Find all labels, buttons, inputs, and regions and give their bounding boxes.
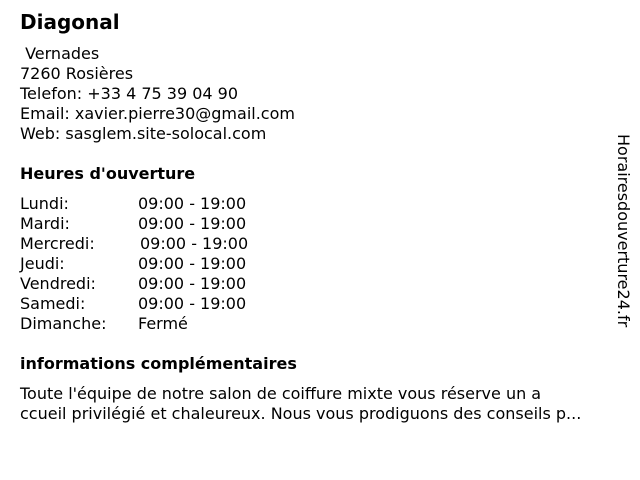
additional-info-heading: informations complémentaires: [20, 354, 297, 373]
day-label: Samedi:: [20, 294, 86, 313]
opening-hours-table: [20, 194, 320, 334]
watermark-text: Horairesdouverture24.fr: [614, 134, 633, 328]
hours-value: 09:00 - 19:00: [138, 214, 247, 233]
business-name: Diagonal: [20, 10, 120, 34]
hours-row-friday: [20, 274, 320, 294]
hours-value: 09:00 - 19:00: [138, 294, 247, 313]
hours-row-monday: [20, 194, 320, 214]
day-label: Mardi:: [20, 214, 70, 233]
hours-row-tuesday: [20, 214, 320, 234]
additional-info-text: [20, 384, 632, 424]
hours-value: 09:00 - 19:00: [138, 254, 247, 273]
address-city: 7260 Rosières: [20, 64, 134, 83]
website: Web: sasglem.site-solocal.com: [20, 124, 267, 143]
day-label: Vendredi:: [20, 274, 96, 293]
hours-value: 09:00 - 19:00: [138, 274, 247, 293]
contact-block: [20, 44, 295, 144]
address-street: Vernades: [20, 44, 100, 63]
hours-row-sunday: [20, 314, 320, 334]
day-label: Mercredi:: [20, 234, 95, 253]
day-label: Lundi:: [20, 194, 69, 213]
hours-row-thursday: [20, 254, 320, 274]
hours-value: 09:00 - 19:00: [138, 194, 247, 213]
hours-row-saturday: [20, 294, 320, 314]
hours-row-wednesday: [20, 234, 320, 254]
day-label: Dimanche:: [20, 314, 107, 333]
opening-hours-heading: Heures d'ouverture: [20, 164, 196, 183]
hours-value: 09:00 - 19:00: [140, 234, 249, 253]
email-address: Email: xavier.pierre30@gmail.com: [20, 104, 295, 123]
hours-value: Fermé: [138, 314, 188, 333]
description-line: Toute l'équipe de notre salon de coiffure mixte vous réserve un a: [20, 384, 542, 403]
description-line: ccueil privilégié et chaleureux. Nous vous prodiguons des conseils p...: [20, 404, 582, 423]
phone-number: Telefon: +33 4 75 39 04 90: [20, 84, 239, 103]
day-label: Jeudi:: [20, 254, 65, 273]
